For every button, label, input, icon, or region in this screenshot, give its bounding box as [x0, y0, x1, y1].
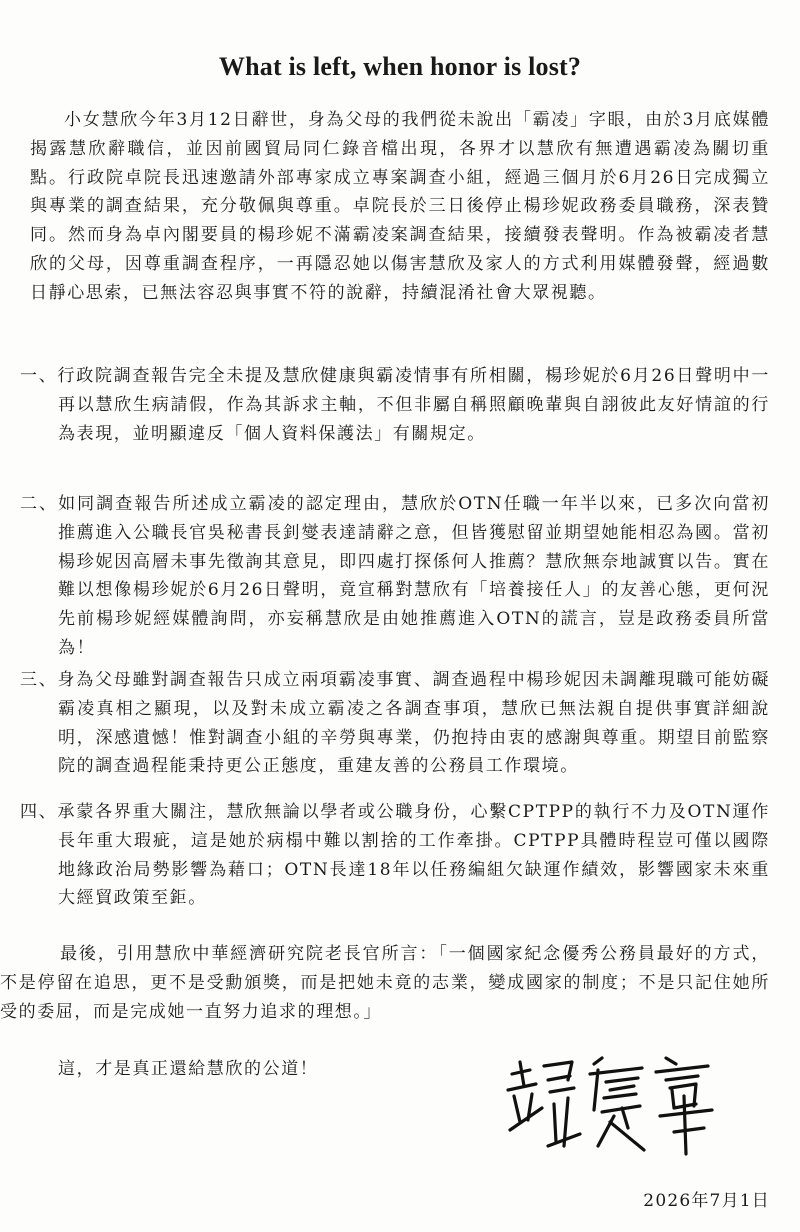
point-one: 一、行政院調查報告完全未提及慧欣健康與霸凌情事有所相關，楊珍妮於6月26日聲明中一再以慧欣生病請假，作為其訴求主軸，不但非屬自稱照顧晚輩與自詡彼此友好情誼的行為表現，並明顯違反「個人資料保護法」有關規定。 [20, 366, 770, 444]
closing-paragraph: 最後，引用慧欣中華經濟研究院老長官所言：「一個國家紀念優秀公務員最好的方式，不是停留在追思，更不是受勳頒獎，而是把她未竟的志業，變成國家的制度；不是只記住她所受的委屈，而是完成她一直努力追求的理想。」 [0, 944, 770, 1022]
point-two: 二、如同調查報告所述成立霸凌的認定理由，慧欣於OTN任職一年半以來，已多次向當初推薦進入公職長官吳秘書長釗燮表達請辭之意，但皆獲慰留並期望她能相忍為國。當初楊珍妮因高層未事先徵詢其意見，即四處打探係何人推薦？慧欣無奈地誠實以告。實在難以想像楊珍妮於6月26日聲明，竟宣稱對慧欣有「培養接任人」的友善心態，更何況先前楊珍妮經媒體詢問，亦妄稱慧欣是由她推薦進入OTN的謊言，豈是政務委員所當為！ [20, 494, 770, 658]
signature-drawing [498, 1050, 728, 1160]
letter-title: What is left, when honor is lost? [218, 52, 582, 81]
point-three: 三、身為父母雖對調查報告只成立兩項霸凌事實、調查過程中楊珍妮因未調離現職可能妨礙霸凌真相之顯現，以及對未成立霸凌之各調查事項，慧欣已無法親自提供事實詳細說明，深感遺憾！惟對調查小組的辛勞與專業，仍抱持由衷的感謝與尊重。期望目前監察院的調查過程能秉持更公正態度，重建友善的公務員工作環境。 [20, 670, 770, 777]
handwritten-signature [498, 1050, 728, 1160]
letter-date: 2026年7月1日 [643, 1191, 770, 1211]
closing-statement: 這，才是真正還給慧欣的公道！ [58, 1059, 319, 1079]
intro-paragraph: 小女慧欣今年3月12日辭世，身為父母的我們從未說出「霸凌」字眼，由於3月底媒體揭露慧欣辭職信，並因前國貿局同仁錄音檔出現，各界才以慧欣有無遭遇霸凌為關切重點。行政院卓院長迅速邀請外部專家成立專案調查小組，經過三個月於6月26日完成獨立與專業的調查結果，充分敬佩與尊重。卓院長於三日後停止楊珍妮政務委員職務，深表贊同。然而身為卓內閣要員的楊珍妮不滿霸凌案調查結果，接續發表聲明。作為被霸凌者慧欣的父母，因尊重調查程序，一再隱忍她以傷害慧欣及家人的方式利用媒體發聲，經過數日靜心思索，已無法容忍與事實不符的說辭，持續混淆社會大眾視聽。 [30, 110, 770, 303]
point-four: 四、承蒙各界重大關注，慧欣無論以學者或公職身份，心繫CPTPP的執行不力及OTN運作長年重大瑕疵，這是她於病榻中難以割捨的工作牽掛。CPTPP具體時程豈可僅以國際地緣政治局勢影響為藉口；OTN長達18年以任務編組欠缺運作績效，影響國家未來重大經貿政策至鉅。 [20, 802, 770, 909]
